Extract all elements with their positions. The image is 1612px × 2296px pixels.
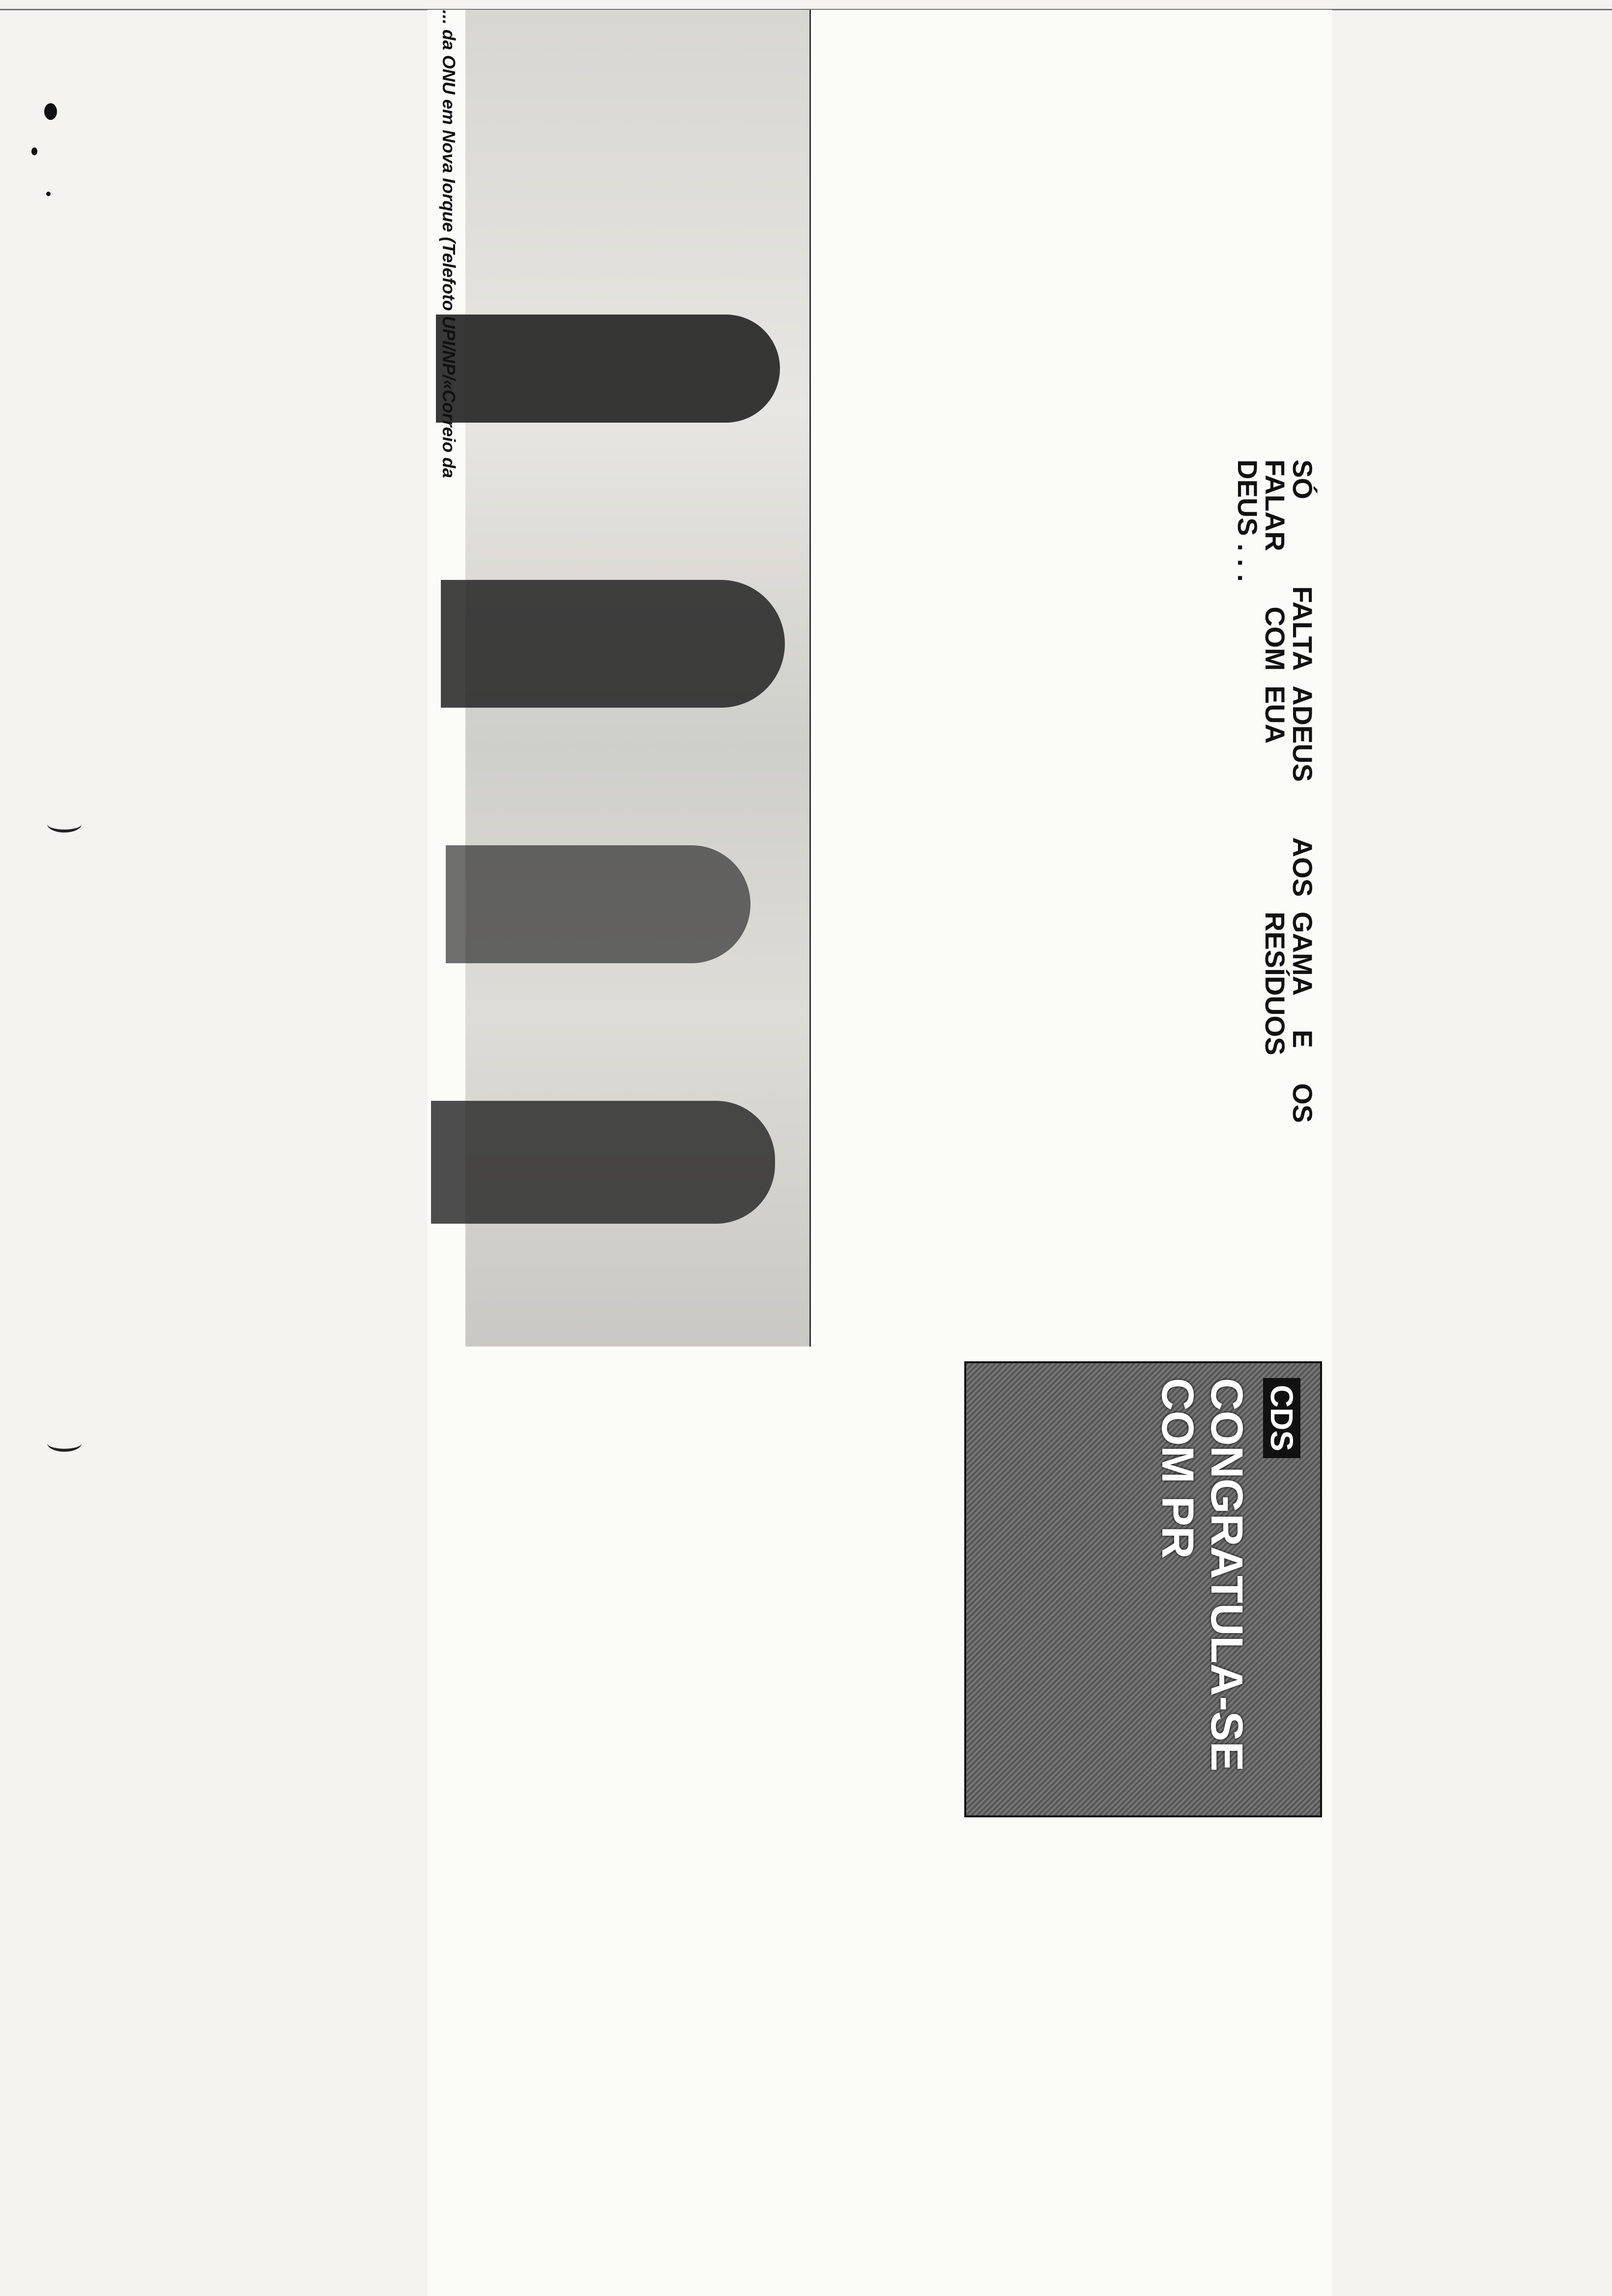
photo-figure <box>441 580 785 708</box>
headline-adeus-eua: ADEUS AOS EUA <box>1260 686 1318 897</box>
cds-sidebar-box <box>964 1361 1322 1817</box>
headline-gama: GAMA E OS RESÍDUOS <box>1260 912 1318 1123</box>
scan-speck <box>44 103 57 120</box>
photo-caption: ... da ONU em Nova Iorque (Telefoto UPI/NP/«Correio da <box>439 10 459 478</box>
photo-figure <box>446 845 750 963</box>
article-column-1 <box>831 25 1322 231</box>
photo-figure <box>436 315 780 423</box>
article-column-7 <box>428 1364 958 1575</box>
binder-mark <box>47 816 82 832</box>
article-column-2 <box>831 243 1322 450</box>
article-column-3 <box>831 459 1322 671</box>
scan-speck <box>46 192 51 196</box>
news-photo <box>465 10 811 1347</box>
scan-speck <box>31 147 37 155</box>
sidebar-title: CONGRATULA-SE COM PR <box>1152 1378 1252 1772</box>
headline-deus: SÓ FALTA FALAR COM DEUS . . . <box>1232 459 1318 671</box>
photo-figure <box>431 1101 775 1224</box>
newspaper-clipping <box>428 10 1332 2296</box>
binder-mark <box>47 1435 82 1452</box>
sidebar-tag: CDS <box>1263 1378 1300 1458</box>
